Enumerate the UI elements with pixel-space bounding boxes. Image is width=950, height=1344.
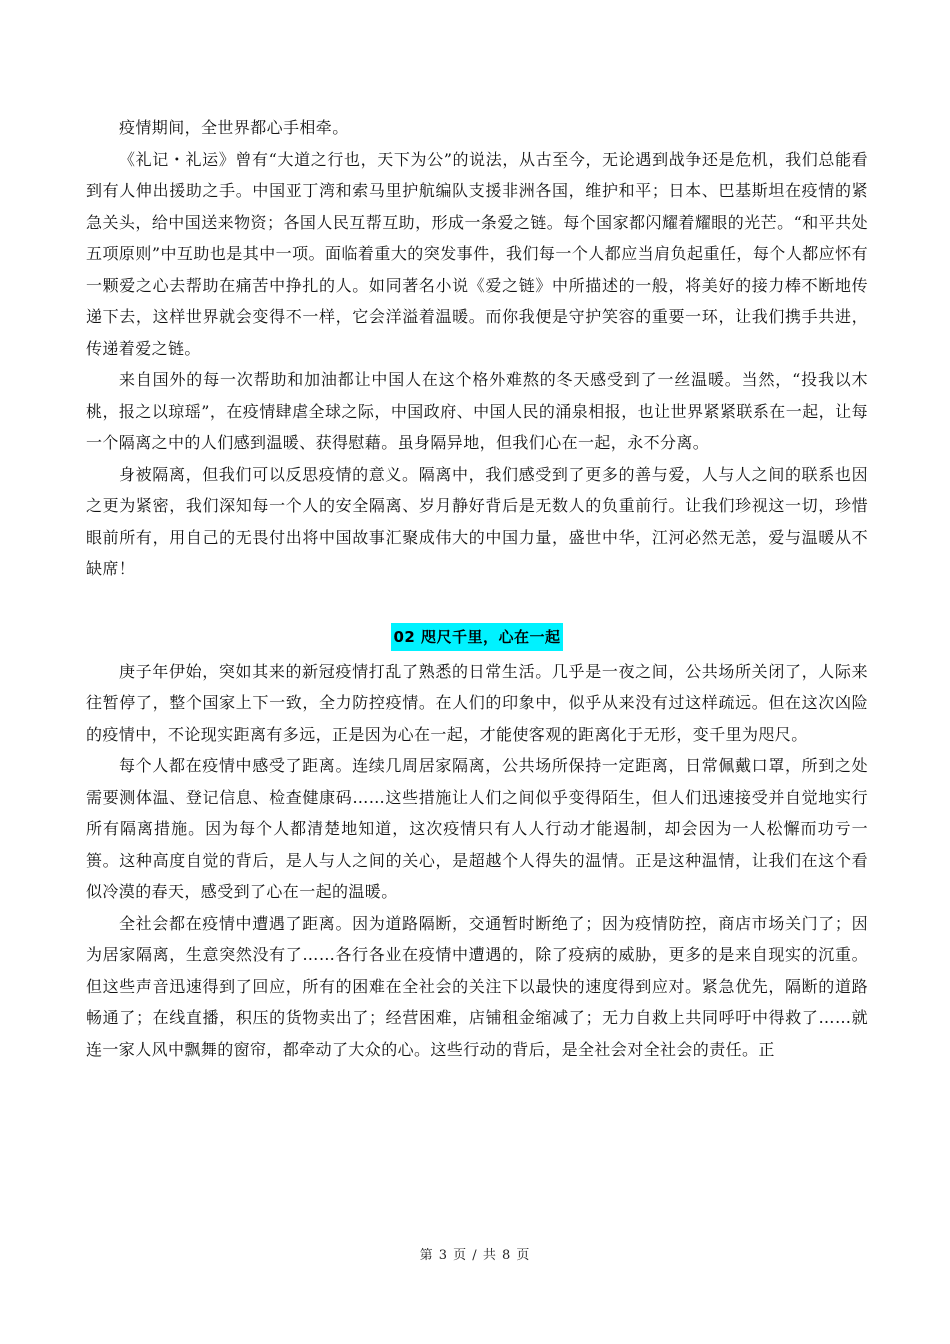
paragraph: 身被隔离，但我们可以反思疫情的意义。隔离中，我们感受到了更多的善与爱，人与人之间的联系也因之更为紧密，我们深知每一个人的安全隔离、岁月静好背后是无数人的负重前行。让我们珍视这一切，珍惜眼前所有，用自己的无畏付出将中国故事汇聚成伟大的中国力量，盛世中华，江河必然无恙，爱与温暖从不缺席！ <box>86 464 868 578</box>
paragraph: 《礼记・礼运》曾有“大道之行也，天下为公”的说法，从古至今，无论遇到战争还是危机，我们总能看到有人伸出援助之手。中国亚丁湾和索马里护航编队支援非洲各国，维护和平；日本、巴基斯坦在疫情的紧急关头，给中国送来物资；各国人民互帮互助，形成一条爱之链。每个国家都闪耀着耀眼的光芒。“和平共处五项原则”中互助也是其中一项。面临着重大的突发事件，我们每一个人都应当肩负起重任，每个人都应怀有一颗爱之心去帮助在痛苦中挣扎的人。如同著名小说《爱之链》中所描述的一般，将美好的接力棒不断地传递下去，这样世界就会变得不一样，它会洋溢着温暖。而你我便是守护笑容的重要一环，让我们携手共进，传递着爱之链。 <box>86 149 868 358</box>
article-body <box>86 112 868 1065</box>
paragraph: 疫情期间，全世界都心手相牵。 <box>119 118 349 137</box>
section-heading: 02 咫尺千里，心在一起 <box>391 623 562 651</box>
paragraph: 庚子年伊始，突如其来的新冠疫情打乱了熟悉的日常生活。几乎是一夜之间，公共场所关闭了，人际来往暂停了，整个国家上下一致，全力防控疫情。在人们的印象中，似乎从来没有过这样疏远。但在这次凶险的疫情中，不论现实距离有多远，正是因为心在一起，才能使客观的距离化于无形，变千里为咫尺。 <box>86 661 868 744</box>
paragraph: 每个人都在疫情中感受了距离。连续几周居家隔离，公共场所保持一定距离，日常佩戴口罩，所到之处需要测体温、登记信息、检查健康码……这些措施让人们之间似乎变得陌生，但人们迅速接受并自觉地实行所有隔离措施。因为每个人都清楚地知道，这次疫情只有人人行动才能遏制，却会因为一人松懈而功亏一篑。这种高度自觉的背后，是人与人之间的关心，是超越个人得失的温情。正是这种温情，让我们在这个看似冷漠的春天，感受到了心在一起的温暖。 <box>86 756 868 901</box>
paragraph: 来自国外的每一次帮助和加油都让中国人在这个格外难熬的冬天感受到了一丝温暖。当然，“投我以木桃，报之以琼瑶”，在疫情肆虐全球之际，中国政府、中国人民的涌泉相报，也让世界紧紧联系在一起，让每一个隔离之中的人们感到温暖、获得慰藉。虽身隔异地，但我们心在一起，永不分离。 <box>86 370 868 452</box>
paragraph: 全社会都在疫情中遭遇了距离。因为道路隔断，交通暂时断绝了；因为疫情防控，商店市场关门了；因为居家隔离，生意突然没有了……各行各业在疫情中遭遇的，除了疫病的威胁，更多的是来自现实的沉重。但这些声音迅速得到了回应，所有的困难在全社会的关注下以最快的速度得到应对。紧急优先，隔断的道路畅通了；在线直播，积压的货物卖出了；经营困难，店铺租金缩减了；无力自救上共同呼吁中得救了……就连一家人风中飘舞的窗帘，都牵动了大众的心。这些行动的背后，是全社会对全社会的责任。正 <box>86 913 868 1059</box>
page-number-footer: 第 3 页 / 共 8 页 <box>419 1248 531 1263</box>
section-heading-container <box>86 623 868 651</box>
